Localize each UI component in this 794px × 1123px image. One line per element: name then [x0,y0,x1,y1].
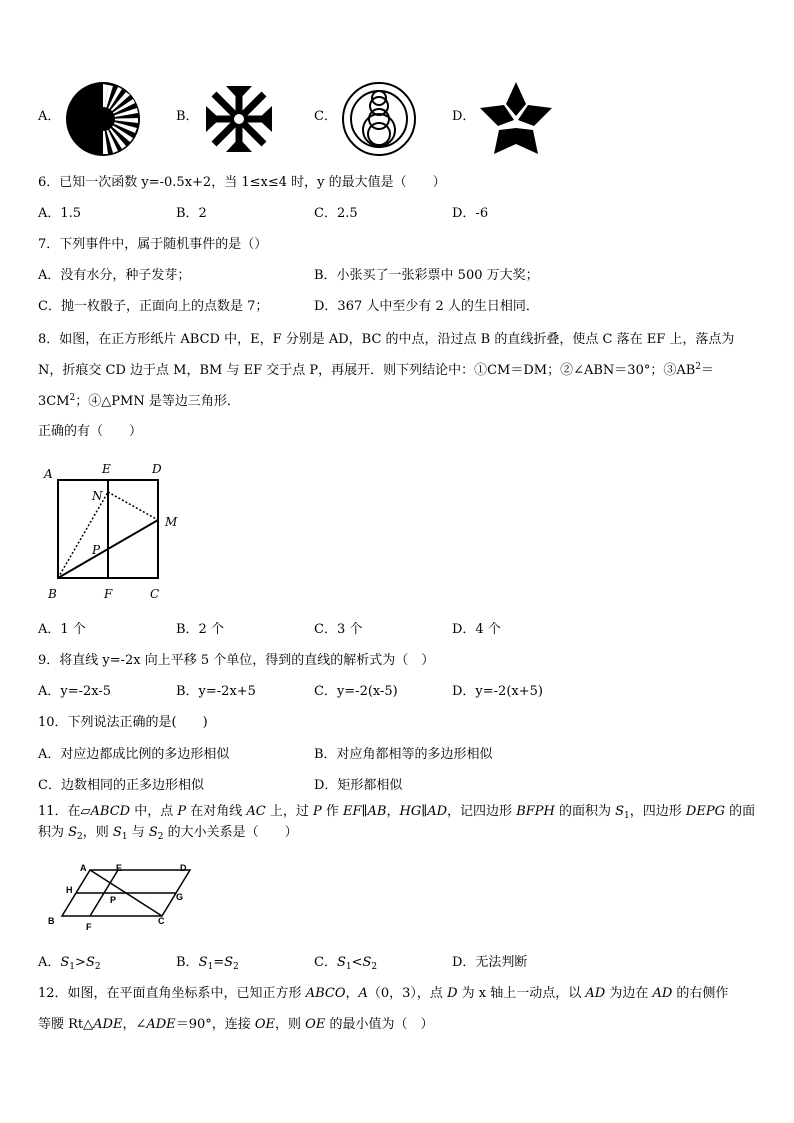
q11-label-e: E [116,863,123,873]
q9-stem: 9．将直线 y=-2x 向上平移 5 个单位，得到的直线的解析式为（ ） [38,653,435,668]
q11-label-a: A [80,863,87,873]
q7-option-b[interactable]: B．小张买了一张彩票中 500 万大奖； [314,268,539,283]
q6-option-d[interactable]: D．-6 [452,206,489,221]
q6-option-b[interactable]: B．2 [176,206,207,221]
q7-option-c[interactable]: C．抛一枚骰子，正面向上的点数是 7； [38,299,269,314]
q8-option-b[interactable]: B．2 个 [176,622,224,637]
q11-option-d[interactable]: D．无法判断 [452,955,528,970]
q8-label-c: C [150,587,160,601]
q11-option-c[interactable]: C．$S_1<S_2$ [314,955,378,972]
q11-label-p: P [110,895,117,905]
q8-label-f: F [104,587,113,601]
q7-stem: 7．下列事件中，属于随机事件的是（） [38,237,268,252]
q12-stem-line2: 等腰 Rt△ADE，∠ADE＝90°，连接 OE，则 OE 的最小值为（ ） [38,1017,434,1032]
q7-option-a[interactable]: A．没有水分，种子发芽； [38,268,191,283]
arrow-burst-icon [202,82,276,156]
q9-option-a[interactable]: A．y=-2x-5 [38,684,112,699]
nested-circles-icon [340,80,418,158]
q11-option-b[interactable]: B．$S_1=S_2$ [176,955,239,972]
q5-option-b-label[interactable]: B． [176,109,199,124]
q8-stem-line2: N，折痕交 CD 边于点 M，BM 与 EF 交于点 P，再展开．则下列结论中：①CM＝DM；②∠ABN＝30°；$③AB^2=$ [38,362,715,378]
q8-label-n: N [92,489,103,503]
q6-option-a[interactable]: A．1.5 [38,206,82,221]
q5-option-a-label[interactable]: A． [38,109,61,124]
rays-circle-icon [64,80,142,158]
q5-option-c-label[interactable]: C． [314,109,337,124]
q8-label-b: B [48,587,57,601]
q8-label-d: D [152,462,162,476]
q11-stem-line1: 11．在▱ABCD 中，点 P 在对角线 AC 上，过 P 作 EF∥AB，HG∥AD，记四边形 BFPH 的面积为 $S_1$，四边形 DEPG 的面 [38,804,756,821]
q11-label-f: F [86,922,92,932]
q11-option-a[interactable]: A．$S_1>S_2$ [38,955,101,972]
q7-option-d[interactable]: D．367 人中至少有 2 人的生日相同． [314,299,539,314]
q8-label-e: E [102,462,111,476]
q11-label-b: B [48,916,55,926]
q11-stem-line2: 积为 $S_2$，则 $S_1$ 与 $S_2$ 的大小关系是（ ） [38,825,298,842]
q11-label-g: G [176,892,184,902]
q6-stem: 6．已知一次函数 y=-0.5x+2，当 1≤x≤4 时，y 的最大值是（ ） [38,175,446,190]
q9-option-b[interactable]: B．y=-2x+5 [176,684,256,699]
q5-option-d-label[interactable]: D． [452,109,476,124]
q8-stem-line4: 正确的有（ ） [38,424,143,439]
q10-option-b[interactable]: B．对应角都相等的多边形相似 [314,747,493,762]
q8-label-a: A [44,467,53,481]
q8-option-c[interactable]: C．3 个 [314,622,363,637]
q9-option-c[interactable]: C．y=-2(x-5) [314,684,398,699]
q8-stem-line1: 8．如图，在正方形纸片 ABCD 中，E，F 分别是 AD，BC 的中点，沿过点 B 的直线折叠，使点 C 落在 EF 上，落点为 [38,332,735,347]
q8-option-a[interactable]: A．1 个 [38,622,86,637]
q11-label-h: H [66,885,73,895]
q6-option-c[interactable]: C．2.5 [314,206,358,221]
q8-label-p: P [92,543,101,557]
q8-label-m: M [165,515,178,529]
q12-stem-line1: 12．如图，在平面直角坐标系中，已知正方形 ABCO，A（0，3），点 D 为 x 轴上一动点，以 AD 为边在 AD 的右侧作 [38,986,729,1001]
q9-option-d[interactable]: D．y=-2(x+5) [452,684,543,699]
q8-stem-line3: $3CM^2$；④△PMN 是等边三角形． [38,393,240,409]
q10-stem: 10．下列说法正确的是( ) [38,715,208,730]
q10-option-d[interactable]: D．矩形都相似 [314,778,403,793]
pentagon-star-icon [478,80,554,156]
q11-label-c: C [158,916,165,926]
q10-option-c[interactable]: C．边数相同的正多边形相似 [38,778,204,793]
q11-label-d: D [180,863,187,873]
q11-parallelogram-figure [44,858,204,938]
q8-option-d[interactable]: D．4 个 [452,622,501,637]
q10-option-a[interactable]: A．对应边都成比例的多边形相似 [38,747,230,762]
q8-square-figure [40,458,190,606]
